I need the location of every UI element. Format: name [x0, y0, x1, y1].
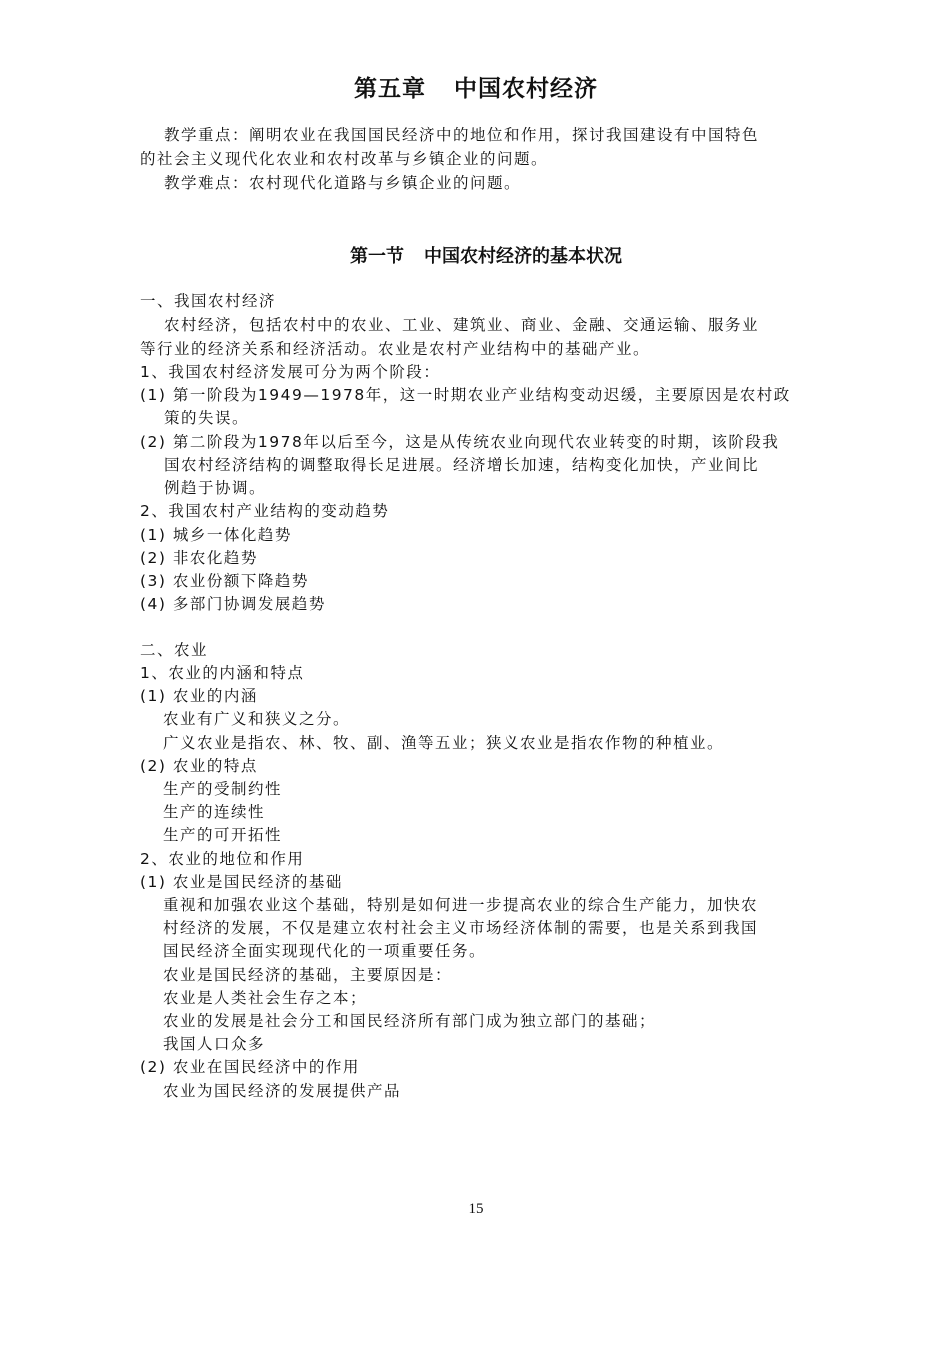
part1-intro-line1: 农村经济，包括农村中的农业、工业、建筑业、商业、金融、交通运输、服务业 — [164, 316, 760, 334]
sub1-line1: 农业有广义和狭义之分。 — [163, 710, 351, 728]
section-name: 中国农村经济的基本状况 — [424, 246, 622, 267]
page-number: 15 — [468, 1201, 484, 1217]
sub4-heading: (2) 农业在国民经济中的作用 — [140, 1058, 360, 1076]
sub4-line1: 农业为国民经济的发展提供产品 — [163, 1082, 402, 1100]
chapter-title — [0, 70, 952, 103]
sub1-heading: (1) 农业的内涵 — [140, 687, 258, 705]
sub3-line1: 重视和加强农业这个基础，特别是如何进一步提高农业的综合生产能力，加快农 — [163, 896, 759, 914]
trend-item: (4) 多部门协调发展趋势 — [140, 595, 326, 613]
reason-item: 农业的发展是社会分工和国民经济所有部门成为独立部门的基础； — [163, 1012, 657, 1030]
teaching-difficulty: 教学难点：农村现代化道路与乡镇企业的问题。 — [164, 174, 522, 192]
sub3-line3: 国民经济全面实现现代化的一项重要任务。 — [163, 942, 487, 960]
trend-item: (2) 非农化趋势 — [140, 549, 258, 567]
part2-heading: 二、农业 — [140, 641, 209, 659]
section-title — [10, 242, 952, 268]
sub2-heading: (2) 农业的特点 — [140, 757, 258, 775]
chapter-number: 第五章 — [354, 75, 426, 102]
sub1-line2: 广义农业是指农、林、牧、副、渔等五业；狭义农业是指农作物的种植业。 — [163, 734, 725, 752]
reason-item: 农业是人类社会生存之本； — [163, 989, 368, 1007]
stage2-line2: 国农村经济结构的调整取得长足进展。经济增长加速，结构变化加快，产业间比 — [164, 456, 760, 474]
trend-item: (1) 城乡一体化趋势 — [140, 526, 292, 544]
stage2-line1: (2) 第二阶段为1978年以后至今，这是从传统农业向现代农业转变的时期，该阶段我 — [140, 433, 780, 451]
reason-item: 我国人口众多 — [163, 1035, 266, 1053]
part2-item1-heading: 1、农业的内涵和特点 — [140, 664, 305, 682]
stage1-line1: (1) 第一阶段为1949—1978年，这一时期农业产业结构变动迟缓，主要原因是农村政 — [140, 386, 791, 404]
trait-item: 生产的连续性 — [163, 803, 266, 821]
sub3-line2: 村经济的发展，不仅是建立农村社会主义市场经济体制的需要，也是关系到我国 — [163, 919, 759, 937]
part1-heading: 一、我国农村经济 — [140, 292, 277, 310]
teaching-focus-line2: 的社会主义现代化农业和农村改革与乡镇企业的问题。 — [140, 150, 549, 168]
trend-item: (3) 农业份额下降趋势 — [140, 572, 309, 590]
part1-intro-line2: 等行业的经济关系和经济活动。农业是农村产业结构中的基础产业。 — [140, 340, 651, 358]
teaching-focus-line1: 教学重点：阐明农业在我国国民经济中的地位和作用，探讨我国建设有中国特色 — [164, 126, 760, 144]
trait-item: 生产的受制约性 — [163, 780, 283, 798]
part1-item2-heading: 2、我国农村产业结构的变动趋势 — [140, 502, 390, 520]
chapter-name: 中国农村经济 — [454, 75, 598, 102]
reasons-intro: 农业是国民经济的基础，主要原因是： — [163, 966, 453, 984]
sub3-heading: (1) 农业是国民经济的基础 — [140, 873, 343, 891]
section-number: 第一节 — [350, 246, 404, 267]
part2-item2-heading: 2、农业的地位和作用 — [140, 850, 305, 868]
part1-item1-heading: 1、我国农村经济发展可分为两个阶段： — [140, 363, 441, 381]
stage2-line3: 例趋于协调。 — [164, 479, 267, 497]
trait-item: 生产的可开拓性 — [163, 826, 283, 844]
stage1-line2: 策的失误。 — [164, 409, 250, 427]
